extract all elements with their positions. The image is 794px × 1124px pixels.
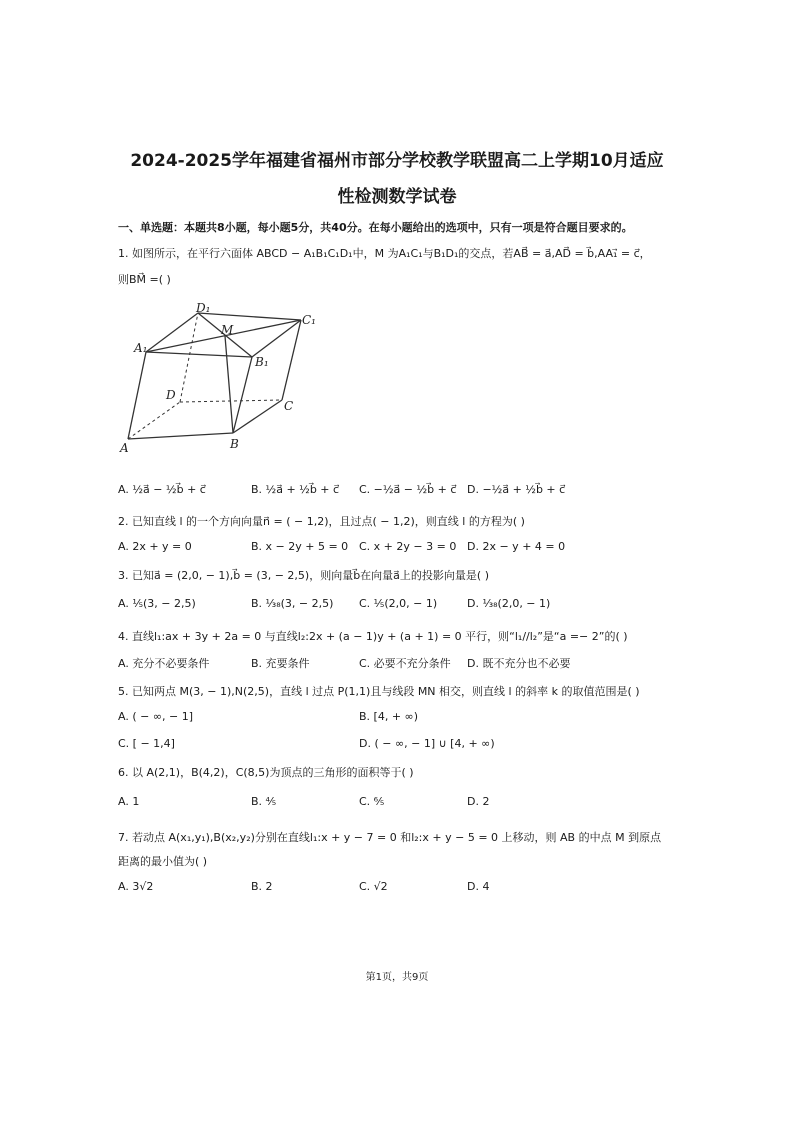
question-5-option-c[interactable]: C. [ − 1,4] [118, 737, 175, 750]
question-6-option-b[interactable]: B. ⁴⁄₅ [251, 795, 277, 808]
label-a: A [120, 441, 129, 454]
question-4-option-d[interactable]: D. 既不充分也不必要 [467, 657, 571, 670]
question-6-stem: 6. 以 A(2,1)，B(4,2)，C(8,5)为顶点的三角形的面积等于( ) [118, 766, 414, 779]
question-4-option-a[interactable]: A. 充分不必要条件 [118, 657, 210, 670]
label-m: M [221, 323, 234, 337]
question-5-option-b[interactable]: B. [4, + ∞) [359, 710, 418, 723]
question-1-option-d[interactable]: D. −½a⃗ + ½b⃗ + c⃗ [467, 483, 566, 496]
question-3-option-b[interactable]: B. ¹⁄₃₈(3, − 2,5) [251, 597, 334, 610]
question-7-option-d[interactable]: D. 4 [467, 880, 490, 893]
question-7-stem: 7. 若动点 A(x₁,y₁),B(x₂,y₂)分别在直线l₁:x + y − 7 = 0 和l₂:x + y − 5 = 0 上移动，则 AB 的中点 M 到原点 [118, 831, 662, 844]
question-4-option-b[interactable]: B. 充要条件 [251, 657, 310, 670]
question-4-option-c[interactable]: C. 必要不充分条件 [359, 657, 451, 670]
label-b1: B₁ [255, 355, 269, 369]
question-1-option-a[interactable]: A. ½a⃗ − ½b⃗ + c⃗ [118, 483, 206, 496]
question-6-option-d[interactable]: D. 2 [467, 795, 490, 808]
edge-b1-a1 [146, 352, 252, 357]
question-3-option-a[interactable]: A. ⅕(3, − 2,5) [118, 597, 196, 610]
exam-title-line1: 2024-2025学年福建省福州市部分学校教学联盟高二上学期10月适应 [130, 151, 664, 171]
question-5-option-a[interactable]: A. ( − ∞, − 1] [118, 710, 193, 723]
question-1-stem: 1. 如图所示，在平行六面体 ABCD − A₁B₁C₁D₁中，M 为A₁C₁与B₁D₁的交点，若AB⃗ = a⃗,AD⃗ = b⃗,AA₁⃗ = c⃗， [118, 247, 651, 260]
question-1-stem-continued: 则BM⃗ =( ) [118, 273, 171, 286]
question-7-option-c[interactable]: C. √2 [359, 880, 388, 893]
exam-title [40, 143, 754, 215]
hidden-edge-a-d [128, 402, 180, 439]
question-2-option-b[interactable]: B. x − 2y + 5 = 0 [251, 540, 349, 553]
question-3-stem: 3. 已知a⃗ = (2,0, − 1),b⃗ = (3, − 2,5)，则向量b⃗在向量a⃗上的投影向量是( ) [118, 569, 489, 582]
question-3-option-d[interactable]: D. ¹⁄₃₈(2,0, − 1) [467, 597, 551, 610]
question-3-option-c[interactable]: C. ⅕(2,0, − 1) [359, 597, 438, 610]
exam-title-line2: 性检测数学试卷 [337, 187, 457, 207]
label-d: D [166, 388, 176, 402]
question-1-option-c[interactable]: C. −½a⃗ − ½b⃗ + c⃗ [359, 483, 457, 496]
question-7-option-a[interactable]: A. 3√2 [118, 880, 154, 893]
question-6-option-a[interactable]: A. 1 [118, 795, 140, 808]
parallelepiped-figure [118, 302, 328, 454]
question-1-option-b[interactable]: B. ½a⃗ + ½b⃗ + c⃗ [251, 483, 340, 496]
edge-d1-c1 [198, 313, 301, 320]
label-b: B [230, 437, 239, 451]
label-a1: A₁ [134, 341, 148, 355]
question-7-stem-continued: 距离的最小值为( ) [118, 855, 208, 868]
edge-a-b [128, 433, 233, 439]
question-2-stem: 2. 已知直线 l 的一个方向向量n⃗ = ( − 1,2)，且过点( − 1,2)，则直线 l 的方程为( ) [118, 515, 525, 528]
question-2-option-a[interactable]: A. 2x + y = 0 [118, 540, 192, 553]
label-d1: D₁ [196, 302, 211, 315]
edge-a-a1 [128, 352, 146, 439]
segment-b-m [225, 336, 233, 433]
question-5-option-d[interactable]: D. ( − ∞, − 1] ∪ [4, + ∞) [359, 737, 495, 750]
question-4-stem: 4. 直线l₁:ax + 3y + 2a = 0 与直线l₂:2x + (a − 1)y + (a + 1) = 0 平行，则“l₁//l₂”是“a =− 2”的( ) [118, 630, 628, 643]
question-6-option-c[interactable]: C. ⁶⁄₅ [359, 795, 385, 808]
question-2-option-d[interactable]: D. 2x − y + 4 = 0 [467, 540, 566, 553]
question-7-option-b[interactable]: B. 2 [251, 880, 273, 893]
hidden-edge-d-d1 [180, 313, 198, 402]
label-c: C [284, 399, 294, 413]
page-footer: 第1页，共9页 [365, 972, 429, 983]
section-heading-single-choice: 一、单选题：本题共8小题，每小题5分，共40分。在每小题给出的选项中，只有一项是符合题目要求的。 [118, 221, 633, 234]
label-c1: C₁ [302, 313, 316, 327]
question-2-option-c[interactable]: C. x + 2y − 3 = 0 [359, 540, 457, 553]
question-5-stem: 5. 已知两点 M(3, − 1),N(2,5)，直线 l 过点 P(1,1)且与线段 MN 相交，则直线 l 的斜率 k 的取值范围是( ) [118, 685, 640, 698]
